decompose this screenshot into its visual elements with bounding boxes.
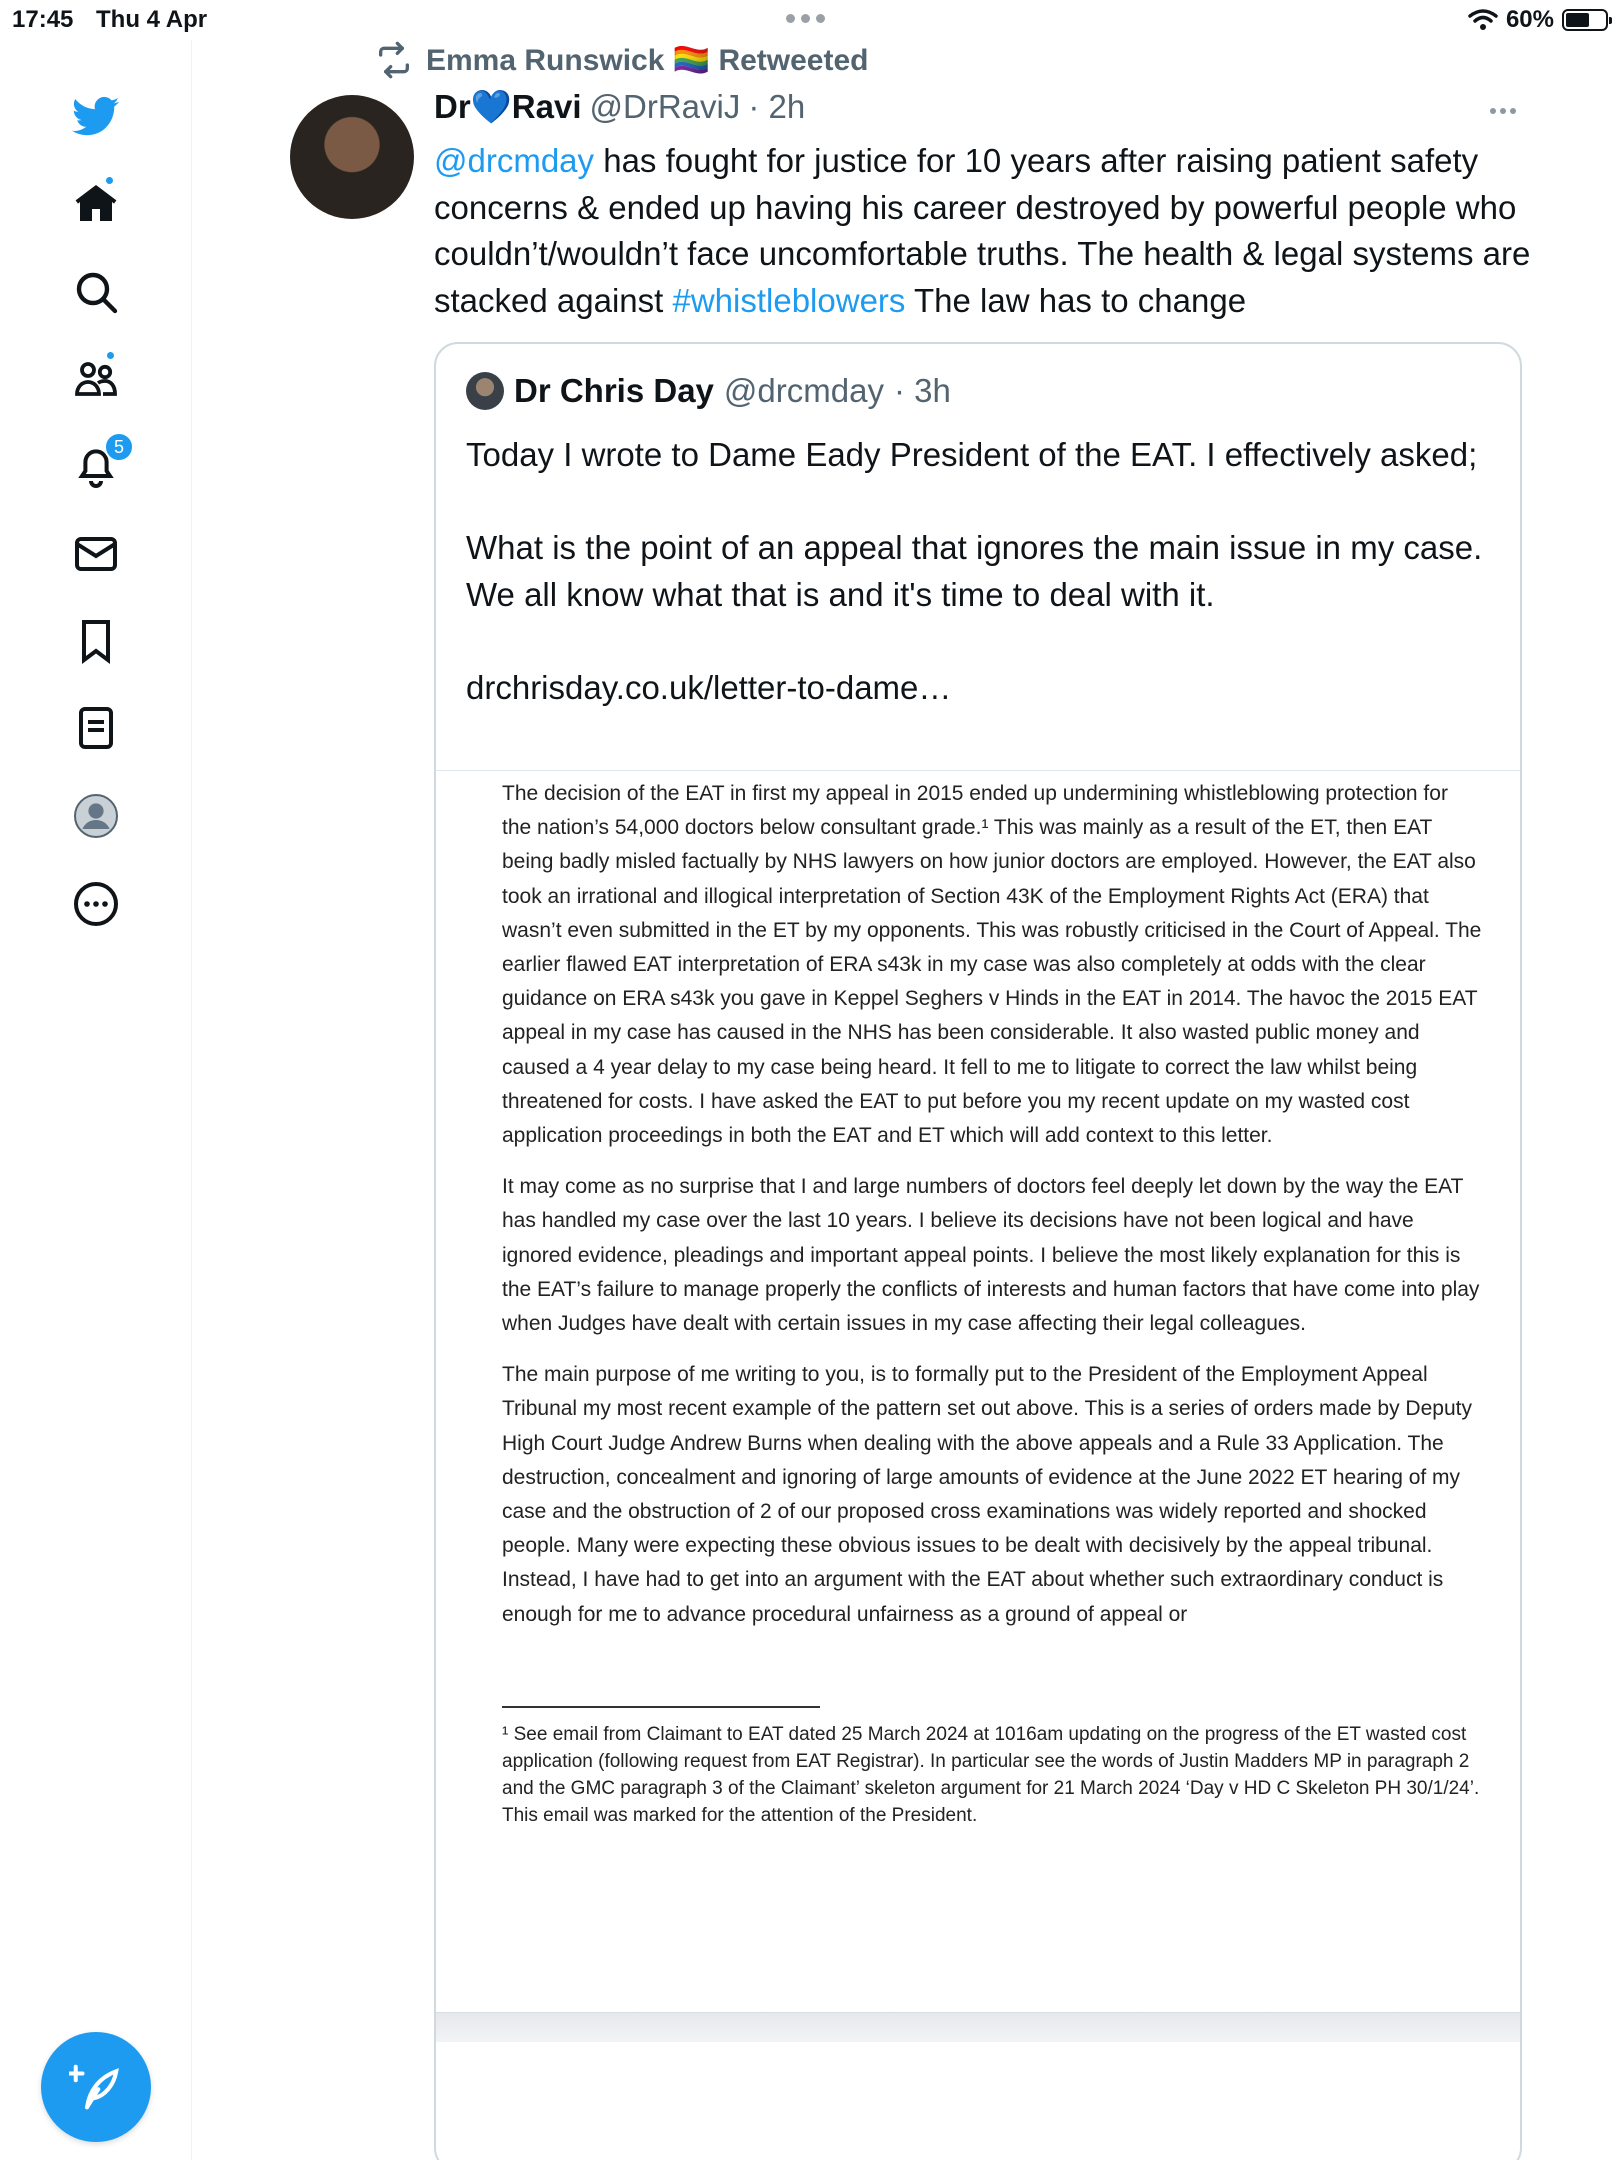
letter-paragraph: The decision of the EAT in first my appeal in 2015 ended up undermining whistleblowing protection for the nation’s 54,000 doctors below consultant grade.¹ This was mainly as a result of the ET, then EAT being badly misled factually by NHS lawyers on how junior doctors are employed. However, the EAT also took an irrational and illogical interpretation of Section 43K of the Employment Rights Act (ERA) that wasn’t even submitted in the ET by my opponents. This was robustly criticised in the Court of Appeal. The earlier flawed EAT interpretation of ERA s43k in my case was also completely at odds with the clear guidance on ERA s43k you gave in Keppel Seghers v Hinds in the EAT in 2014. The havoc the 2015 EAT appeal in my case has caused in the NHS has been considerable. It also wasted public money and caused a 4 year delay to my case being heard. It fell to me to litigate to correct the law whilst being threatened for costs. I have asked the EAT to put before you my recent update on my wasted cost application proceedings in both the EAT and ET which will add context to this letter. — [502, 782, 1482, 1148]
letter-image[interactable] — [436, 770, 1522, 2012]
quoted-tweet-header — [466, 372, 951, 410]
notifications-badge: 5 — [104, 432, 134, 462]
tweet-timestamp[interactable]: · 2h — [748, 88, 806, 125]
retweet-context[interactable] — [374, 40, 869, 80]
retweeted-by-label: Emma Runswick 🏳️‍🌈 Retweeted — [426, 43, 869, 77]
notifications-icon[interactable] — [70, 436, 124, 492]
letter-paragraph: The main purpose of me writing to you, is to formally put to the President of the Employment Appeal Tribunal my most recent example of the pattern set out above. This is a series of orders made by Deputy High Court Judge Andrew Burns when dealing with the above appeals and a Rule 33 Application. The destruction, concealment and ignoring of large amounts of evidence at the June 2022 ET hearing of my case and the obstruction of 2 of our proposed cross examinations was widely reported and shocked people. Many were expecting these obvious issues to be dealt with decisively by the appeal tribunal. Instead, I have had to get into an argument with the EAT about whether such extraordinary conduct is enough for me to advance procedural unfairness as a ground of appeal or — [502, 1363, 1472, 1626]
quoted-tweet[interactable] — [434, 342, 1522, 2160]
messages-icon[interactable] — [70, 528, 122, 580]
page-divider — [436, 2012, 1522, 2042]
twitter-logo-icon[interactable] — [70, 90, 122, 142]
status-right — [1468, 6, 1608, 34]
author-avatar[interactable] — [290, 95, 414, 219]
tweet-header — [434, 88, 805, 127]
battery-icon — [1562, 9, 1608, 31]
status-date: Thu 4 Apr — [96, 6, 208, 33]
letter-footnote: ¹ See email from Claimant to EAT dated 25 March 2024 at 1016am updating on the progress of the ET wasted cost application (following request from EAT Registrar). In particular see the words of Justin Madders MP in paragraph 2 and the GMC paragraph 3 of the Claimant’ skeleton argument for 21 March 2024 ‘Day v HD C Skeleton PH 30/1/24’. This email was marked for the attention of the President. — [502, 1724, 1480, 1826]
status-time: 17:45 — [12, 6, 74, 33]
battery-percent: 60% — [1505, 6, 1554, 33]
bookmarks-icon[interactable] — [70, 615, 122, 667]
retweet-icon — [374, 40, 414, 80]
quoted-author-avatar — [466, 372, 504, 410]
hashtag-link[interactable]: #whistleblowers — [672, 281, 906, 319]
multitasking-dots-icon[interactable] — [786, 14, 825, 23]
blue-heart-icon: 💙 — [470, 88, 512, 125]
lists-icon[interactable] — [70, 702, 122, 754]
communities-unread-dot — [105, 350, 116, 361]
letter-paragraph: It may come as no surprise that I and large numbers of doctors feel deeply let down by the way the EAT has handled my case over the last 10 years. I believe its decisions have not been logical and have ignored evidence, pleadings and important appeal points. I believe the most likely explanation for this is the EAT’s failure to manage properly the conflicts of interests and human factors that have come into play when Judges have dealt with certain issues in my case affecting their legal colleagues. — [502, 1175, 1480, 1336]
sidebar — [0, 40, 192, 2160]
quoted-tweet-link: drchrisday.co.uk/letter-to-dame… — [466, 668, 952, 706]
tweet-text: @drcmday has fought for justice for 10 years after raising patient safety concerns & ended up having his career destroyed by powerful people who couldn’t/wouldn’t face uncomfortable truths. The health & legal systems are stacked against #whistleblowers The law has to change — [434, 142, 1531, 319]
quoted-author-name: Dr Chris Day — [514, 372, 714, 409]
communities-icon[interactable] — [70, 352, 122, 404]
letter-text — [502, 777, 1482, 1649]
home-unread-dot — [104, 175, 115, 186]
wifi-icon — [1468, 8, 1498, 32]
compose-tweet-icon — [69, 2060, 123, 2114]
home-icon[interactable] — [70, 178, 122, 230]
mention-link[interactable]: @drcmday — [434, 142, 595, 179]
quoted-author-handle: @drcmday — [723, 372, 884, 409]
status-bar — [0, 0, 1620, 40]
profile-icon[interactable] — [70, 790, 122, 842]
tweet-more-icon[interactable] — [1490, 108, 1516, 114]
author-name[interactable]: Dr💙Ravi — [434, 88, 582, 125]
compose-tweet-button[interactable] — [41, 2032, 151, 2142]
quoted-tweet-timestamp: · 3h — [893, 372, 951, 409]
footnote-divider — [502, 1706, 820, 1708]
quoted-tweet-text: Today I wrote to Dame Eady President of the EAT. I effectively asked; What is the point of an appeal that ignores the main issue in my case. We all know what that is and it's time to deal with it. drchrisday.co.uk/letter-to-dame… — [466, 432, 1486, 711]
more-icon[interactable] — [70, 878, 122, 930]
search-icon[interactable] — [70, 266, 122, 318]
author-handle[interactable]: @DrRaviJ — [589, 88, 741, 125]
